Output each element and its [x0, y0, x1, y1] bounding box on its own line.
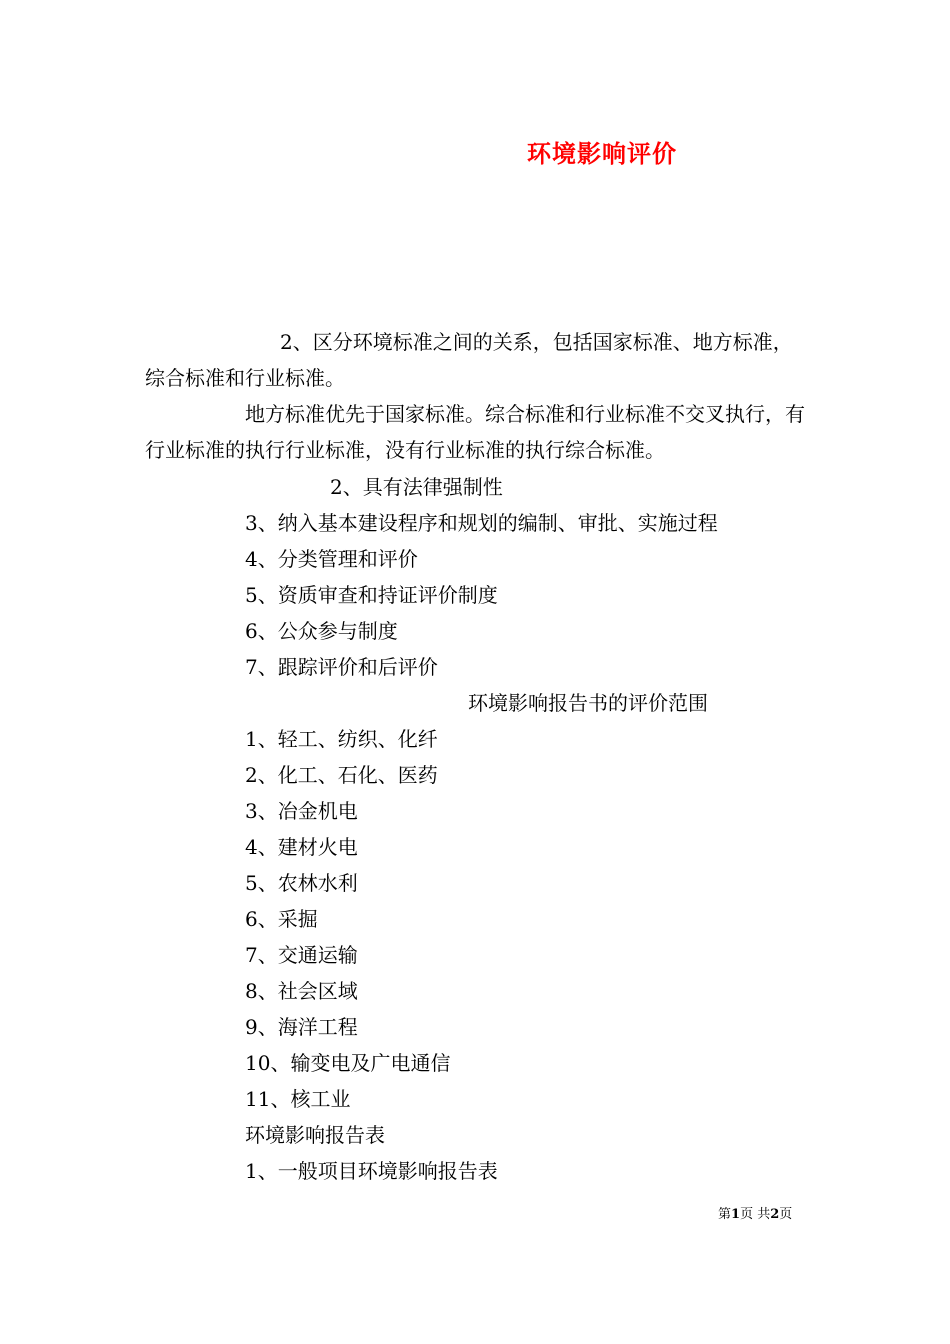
footer-current-page: 1: [731, 1207, 741, 1222]
scope-item: 4、建材火电: [245, 835, 358, 859]
feature-item-6: 6、公众参与制度: [245, 619, 398, 643]
feature-item-7: 7、跟踪评价和后评价: [245, 655, 438, 679]
feature-item-5: 5、资质审查和持证评价制度: [245, 583, 498, 607]
scope-item: 1、轻工、纺织、化纤: [245, 727, 438, 751]
report-table-item-1: 1、一般项目环境影响报告表: [245, 1159, 498, 1183]
report-scope-heading: 环境影响报告书的评价范围: [468, 691, 708, 715]
feature-item-2: 2、具有法律强制性: [330, 475, 503, 499]
scope-item: 8、社会区域: [245, 979, 358, 1003]
scope-item: 3、冶金机电: [245, 799, 358, 823]
paragraph-standards-relation: [145, 324, 807, 396]
scope-item: 5、农林水利: [245, 871, 358, 895]
scope-item: 9、海洋工程: [245, 1015, 358, 1039]
scope-item: 2、化工、石化、医药: [245, 763, 438, 787]
scope-item: 7、交通运输: [245, 943, 358, 967]
footer-total-pages: 2: [770, 1207, 780, 1222]
document-title: 环境影响评价: [527, 139, 677, 168]
scope-item: 6、采掘: [245, 907, 318, 931]
scope-item: 10、输变电及广电通信: [245, 1051, 451, 1075]
scope-item: 11、核工业: [245, 1087, 351, 1111]
paragraph-text: 2、区分环境标准之间的关系，包括国家标准、地方标准，综合标准和行业标准。: [145, 330, 793, 390]
footer-suffix: 页: [779, 1207, 793, 1222]
footer-prefix: 第: [718, 1207, 732, 1222]
report-table-heading: 环境影响报告表: [245, 1123, 385, 1147]
paragraph-text: 地方标准优先于国家标准。综合标准和行业标准不交叉执行，有行业标准的执行行业标准，没有行业标准的执行综合标准。: [145, 402, 805, 462]
footer-middle: 页 共: [740, 1207, 771, 1222]
feature-item-4: 4、分类管理和评价: [245, 547, 418, 571]
paragraph-standards-priority: [145, 396, 807, 468]
page-number-footer: [718, 1203, 792, 1222]
feature-item-3: 3、纳入基本建设程序和规划的编制、审批、实施过程: [245, 511, 718, 535]
